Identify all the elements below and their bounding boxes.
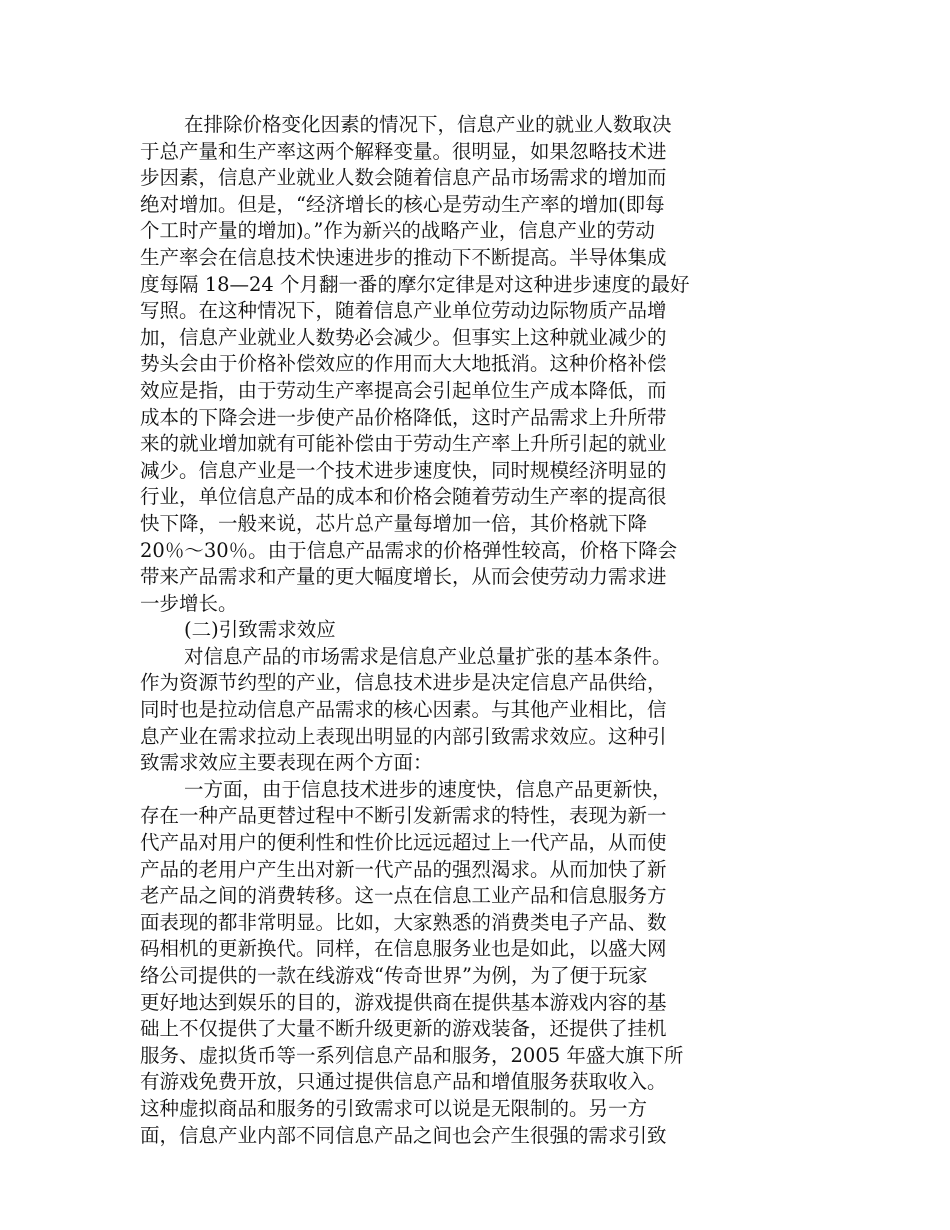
text-line: 更好地达到娱乐的目的，游戏提供商在提供基本游戏内容的基 bbox=[140, 990, 667, 1014]
text-line: 产品的老用户产生出对新一代产品的强烈渴求。从而加快了新 bbox=[140, 857, 667, 881]
text-line: 络公司提供的一款在线游戏“传奇世界”为例，为了便于玩家 bbox=[140, 964, 648, 987]
text-line: 码相机的更新换代。同样，在信息服务业也是如此，以盛大网 bbox=[140, 937, 667, 961]
text-line: 来的就业增加就有可能补偿由于劳动生产率上升所引起的就业 bbox=[140, 432, 667, 456]
text-line: 有游戏免费开放，只通过提供信息产品和增值服务获取收入。 bbox=[140, 1070, 667, 1094]
paragraph-price-compensation bbox=[140, 112, 750, 617]
text-line: 面表现的都非常明显。比如，大家熟悉的消费类电子产品、数 bbox=[140, 910, 667, 934]
text-line: 作为资源节约型的产业，信息技术进步是决定信息产品供给， bbox=[140, 671, 667, 695]
text-line: 这种虚拟商品和服务的引致需求可以说是无限制的。另一方 bbox=[140, 1096, 648, 1120]
text-line: 同时也是拉动信息产品需求的核心因素。与其他产业相比，信 bbox=[140, 698, 667, 722]
text-line: 写照。在这种情况下，随着信息产业单位劳动边际物质产品增 bbox=[140, 299, 667, 323]
text-line: 生产率会在信息技术快速进步的推动下不断提高。半导体集成 bbox=[140, 245, 667, 269]
text-line: 老产品之间的消费转移。这一点在信息工业产品和信息服务方 bbox=[140, 884, 667, 908]
text-line: 减少。信息产业是一个技术进步速度快，同时规模经济明显的 bbox=[140, 458, 667, 482]
text-line: 快下降，一般来说，芯片总产量每增加一倍，其价格就下降 bbox=[140, 511, 648, 535]
text-line: 一步增长。 bbox=[140, 591, 238, 615]
paragraph-induced-demand bbox=[140, 644, 750, 777]
text-line: 步因素，信息产业就业人数会随着信息产品市场需求的增加而 bbox=[140, 166, 667, 190]
text-line: 带来产品需求和产量的更大幅度增长，从而会使劳动力需求进 bbox=[140, 565, 667, 589]
text-line: 代产品对用户的便利性和性价比远远超过上一代产品，从而使 bbox=[140, 831, 667, 855]
text-line: 成本的下降会进一步使产品价格降低，这时产品需求上升所带 bbox=[140, 405, 667, 429]
text-line: 个工时产量的增加)。”作为新兴的战略产业，信息产业的劳动 bbox=[140, 219, 655, 243]
text-line: 础上不仅提供了大量不断升级更新的游戏装备，还提供了挂机 bbox=[140, 1017, 667, 1041]
text-line: 于总产量和生产率这两个解释变量。很明显，如果忽略技术进 bbox=[140, 139, 667, 163]
text-line: 在排除价格变化因素的情况下，信息产业的就业人数取决 bbox=[184, 113, 672, 136]
text-line: 面，信息产业内部不同信息产品之间也会产生很强的需求引致 bbox=[140, 1123, 667, 1147]
text-line: 效应是指，由于劳动生产率提高会引起单位生产成本降低，而 bbox=[140, 378, 667, 402]
text-line: 行业，单位信息产品的成本和价格会随着劳动生产率的提高很 bbox=[140, 485, 667, 509]
text-line: 一方面，由于信息技术进步的速度快，信息产品更新快， bbox=[184, 777, 672, 801]
text-line: 对信息产品的市场需求是信息产业总量扩张的基本条件。 bbox=[184, 644, 672, 668]
text-line: 绝对增加。但是，“经济增长的核心是劳动生产率的增加(即每 bbox=[140, 192, 665, 216]
paragraph-product-replacement bbox=[140, 777, 750, 1149]
text-line: 致需求效应主要表现在两个方面： bbox=[140, 751, 433, 775]
text-line: 20％～30％。由于信息产品需求的价格弹性较高，价格下降会 bbox=[140, 538, 678, 562]
document-body bbox=[140, 112, 750, 1149]
text-line: 加，信息产业就业人数势必会减少。但事实上这种就业减少的 bbox=[140, 325, 667, 349]
text-line: 息产业在需求拉动上表现出明显的内部引致需求效应。这种引 bbox=[140, 724, 667, 748]
text-line: 服务、虚拟货币等一系列信息产品和服务，2005 年盛大旗下所 bbox=[140, 1043, 684, 1067]
text-line: 度每隔 18—24 个月翻一番的摩尔定律是对这种进步速度的最好 bbox=[140, 272, 690, 296]
text-line: 存在一种产品更替过程中不断引发新需求的特性，表现为新一 bbox=[140, 804, 667, 828]
text-line: 势头会由于价格补偿效应的作用而大大地抵消。这种价格补偿 bbox=[140, 352, 667, 376]
section-heading: (二)引致需求效应 bbox=[184, 618, 336, 642]
